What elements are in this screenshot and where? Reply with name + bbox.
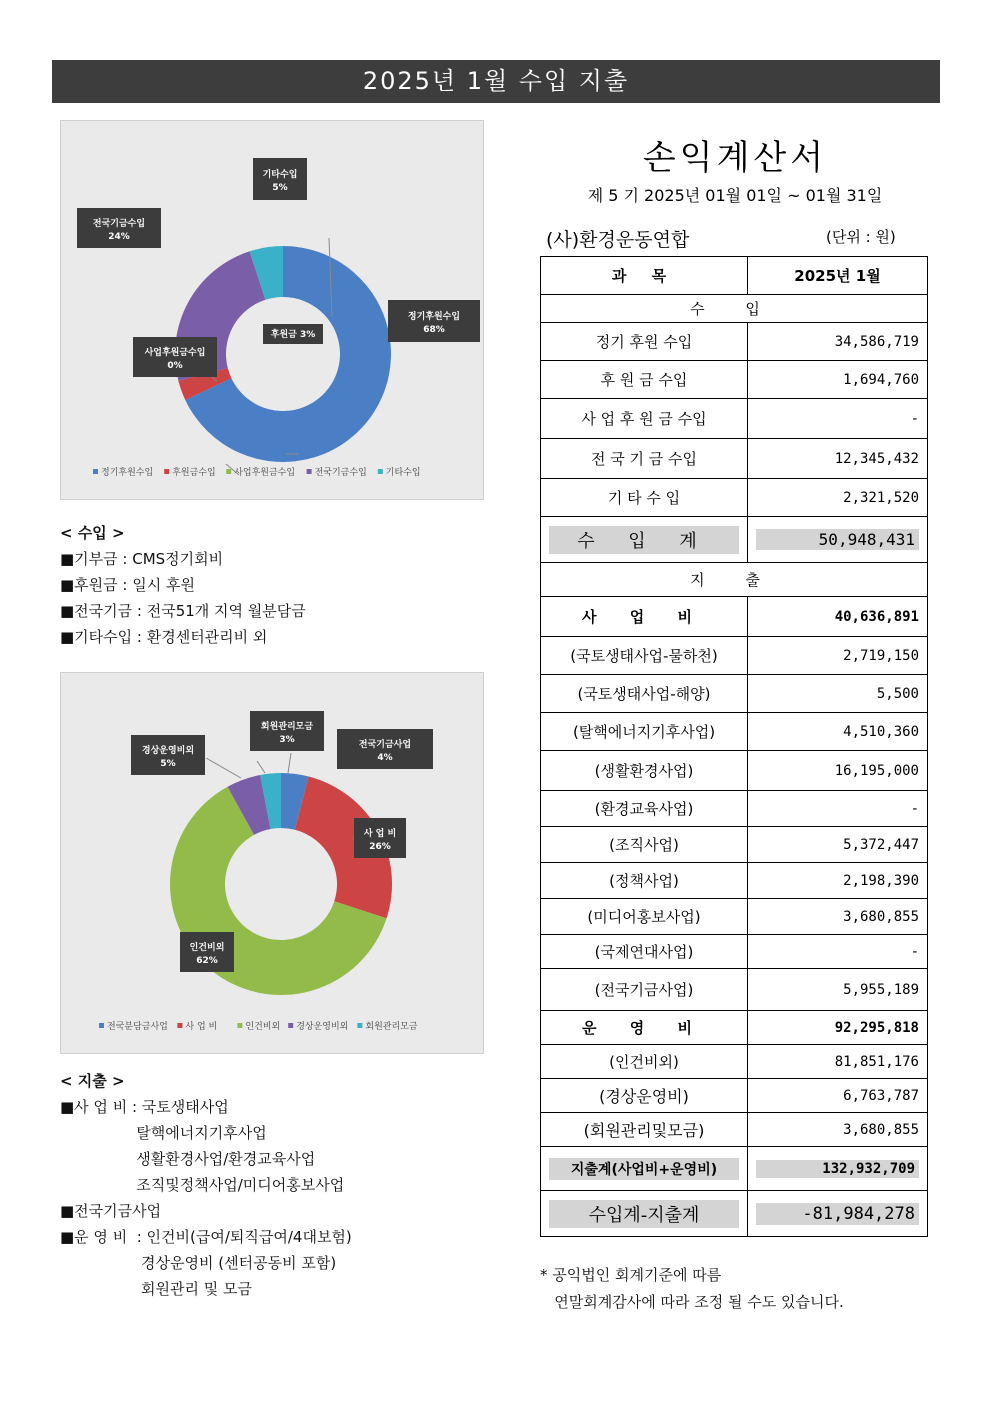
svg-text:24%: 24% [108,232,130,242]
svg-text:후원금 3%: 후원금 3% [270,330,316,340]
row-label: 사 업 후 원 금 수입 [541,399,748,439]
income-total-label: 수 입 계 [549,526,739,554]
legend-label: 사업후원금수입 [234,468,296,478]
income-note-head: < 수입 > [60,524,125,542]
row-value: 5,372,447 [748,827,928,863]
income-note-row: ■기타수입 : 환경센터관리비 외 [60,628,268,646]
expense-total-label: 지출계(사업비+운영비) [549,1158,739,1180]
net-label: 수입계-지출계 [549,1200,739,1228]
expense-total-row [541,1147,928,1191]
legend-label: 후원금수입 [172,468,216,478]
row-value: 34,586,719 [748,323,928,361]
row-value: 2,198,390 [748,863,928,899]
expense-note-row: 경상운영비 (센터공동비 포함) [60,1254,337,1272]
leader-line [288,753,291,773]
income-section-row [541,295,928,323]
row-value: 1,694,760 [748,361,928,399]
legend-label: 기타수입 [385,468,421,478]
income-note-row: ■후원금 : 일시 후원 [60,576,195,594]
expense-note-row: 회원관리 및 모금 [60,1280,253,1298]
income-note-row: ■전국기금 : 전국51개 지역 월분담금 [60,602,306,620]
svg-text:5%: 5% [272,183,288,193]
report-title: 손익계산서 [642,138,828,178]
table-row [541,399,928,439]
table-row [541,899,928,935]
data-label [180,932,234,972]
footnote-line: * 공익법인 회계기준에 따름 [540,1266,722,1284]
footnote-line: 연말회계감사에 따라 조정 될 수도 있습니다. [540,1293,844,1311]
operating-total-row [541,1011,928,1045]
income-statement-table [540,256,928,1237]
table-row [541,439,928,479]
row-value: 2,719,150 [748,637,928,675]
net-row [541,1191,928,1237]
row-value: 5,500 [748,675,928,713]
income-chart [60,120,484,500]
income-total-row [541,517,928,563]
row-label: (미디어홍보사업) [541,899,748,935]
row-label: 후 원 금 수입 [541,361,748,399]
data-label [250,711,324,751]
svg-text:정기후원수입: 정기후원수입 [407,312,461,322]
page-title: 2025년 1월 수입 지출 [52,60,940,103]
row-label: (환경교육사업) [541,791,748,827]
header-period: 2025년 1월 [748,257,928,295]
organization-name: (사)환경운동연합 [546,229,690,251]
data-label [354,818,406,858]
data-label [77,208,161,248]
row-label: (회원관리및모금) [541,1113,748,1147]
table-row [541,479,928,517]
operating-value: 92,295,818 [748,1011,928,1045]
table-row [541,1079,928,1113]
table-row [541,361,928,399]
expense-note-row: 생활환경사업/환경교육사업 [60,1150,316,1168]
legend-label: 전국기금수입 [314,468,367,478]
legend-label: 전국분담금사업 [107,1022,168,1032]
row-label: (국토생태사업-해양) [541,675,748,713]
expense-note-head: < 지출 > [60,1072,125,1090]
svg-text:3%: 3% [279,735,295,745]
svg-text:62%: 62% [196,956,218,966]
svg-text:5%: 5% [160,759,176,769]
legend-swatch [99,1023,104,1028]
expense-donut-chart [61,673,483,1053]
data-label [131,735,205,775]
unit-label: (단위 : 원) [826,228,896,246]
expense-note-row: ■운 영 비 : 인건비(급여/퇴직급여/4대보험) [60,1228,352,1246]
footnote [540,1262,844,1316]
row-label: (인건비외) [541,1045,748,1079]
expense-section-row [541,563,928,597]
row-label: (탈핵에너지기후사업) [541,713,748,751]
expense-note-row: ■사 업 비 : 국토생태사업 [60,1098,229,1116]
legend-label: 정기후원수입 [101,468,154,478]
legend-label: 회원관리모금 [365,1022,418,1032]
svg-text:26%: 26% [369,842,391,852]
legend-swatch [288,1023,293,1028]
svg-text:전국기금사업: 전국기금사업 [358,740,412,750]
row-label: (국토생태사업-물하천) [541,637,748,675]
expense-total-value: 132,932,709 [756,1160,919,1178]
table-row [541,863,928,899]
legend-swatch [357,1023,362,1028]
report-period: 제 5 기 2025년 01월 01일 ~ 01월 31일 [587,186,883,205]
row-label: (생활환경사업) [541,751,748,791]
row-label: 정기 후원 수입 [541,323,748,361]
row-value: - [748,399,928,439]
row-label: (경상운영비) [541,1079,748,1113]
svg-text:0%: 0% [167,361,183,371]
table-row [541,751,928,791]
row-value: 3,680,855 [748,899,928,935]
legend-swatch [177,1023,182,1028]
expense-note-row: 조직및정책사업/미디어홍보사업 [60,1176,345,1194]
row-value: 2,321,520 [748,479,928,517]
business-total-row [541,597,928,637]
table-header-row [541,257,928,295]
svg-text:4%: 4% [377,753,393,763]
table-row [541,637,928,675]
expense-note [60,1068,352,1302]
business-label: 사 업 비 [541,597,748,637]
legend-swatch [226,469,231,474]
row-value: 4,510,360 [748,713,928,751]
legend-swatch [378,469,383,474]
svg-text:인건비외: 인건비외 [189,943,225,953]
row-value: - [748,935,928,969]
row-value: 81,851,176 [748,1045,928,1079]
leader-line [206,758,241,778]
svg-text:경상운영비외: 경상운영비외 [141,746,195,756]
svg-text:기타수입: 기타수입 [262,170,298,180]
legend-label: 사 업 비 [185,1022,218,1032]
net-value: -81,984,278 [756,1203,919,1225]
row-value: 3,680,855 [748,1113,928,1147]
income-section-head: 수 입 [541,295,928,323]
svg-text:68%: 68% [423,325,445,335]
table-row [541,827,928,863]
svg-text:사 업 비: 사 업 비 [363,829,397,839]
data-label [133,337,217,377]
table-row [541,713,928,751]
table-row [541,969,928,1011]
row-label: (정책사업) [541,863,748,899]
income-donut-chart [61,121,483,499]
data-label [263,324,323,344]
table-row [541,1113,928,1147]
data-label [337,729,433,769]
row-value: 6,763,787 [748,1079,928,1113]
leader-line [257,761,265,773]
data-label [388,300,480,342]
svg-text:사업후원금수입: 사업후원금수입 [144,348,206,358]
row-label: 기 타 수 입 [541,479,748,517]
operating-label: 운 영 비 [541,1011,748,1045]
table-row [541,1045,928,1079]
expense-section-head: 지 출 [541,563,928,597]
row-value: 12,345,432 [748,439,928,479]
expense-note-row: ■전국기금사업 [60,1202,162,1220]
row-label: (전국기금사업) [541,969,748,1011]
row-label: 전 국 기 금 수입 [541,439,748,479]
legend-swatch [164,469,169,474]
table-row [541,323,928,361]
income-total-value: 50,948,431 [756,529,919,550]
income-note-row: ■기부금 : CMS정기회비 [60,550,224,568]
table-row [541,791,928,827]
row-value: 5,955,189 [748,969,928,1011]
row-value: 16,195,000 [748,751,928,791]
row-label: (국제연대사업) [541,935,748,969]
table-row [541,675,928,713]
row-label: (조직사업) [541,827,748,863]
data-label [253,158,307,200]
legend-label: 경상운영비외 [296,1022,349,1032]
legend-label: 인건비외 [245,1022,281,1032]
table-row [541,935,928,969]
income-note [60,520,306,650]
expense-note-row: 탈핵에너지기후사업 [60,1124,267,1142]
svg-text:회원관리모금: 회원관리모금 [260,722,314,732]
business-value: 40,636,891 [748,597,928,637]
svg-text:전국기금수입: 전국기금수입 [92,219,146,229]
header-subject: 과 목 [541,257,748,295]
legend-swatch [93,469,98,474]
row-value: - [748,791,928,827]
legend-swatch [307,469,312,474]
legend-swatch [237,1023,242,1028]
expense-chart [60,672,484,1054]
